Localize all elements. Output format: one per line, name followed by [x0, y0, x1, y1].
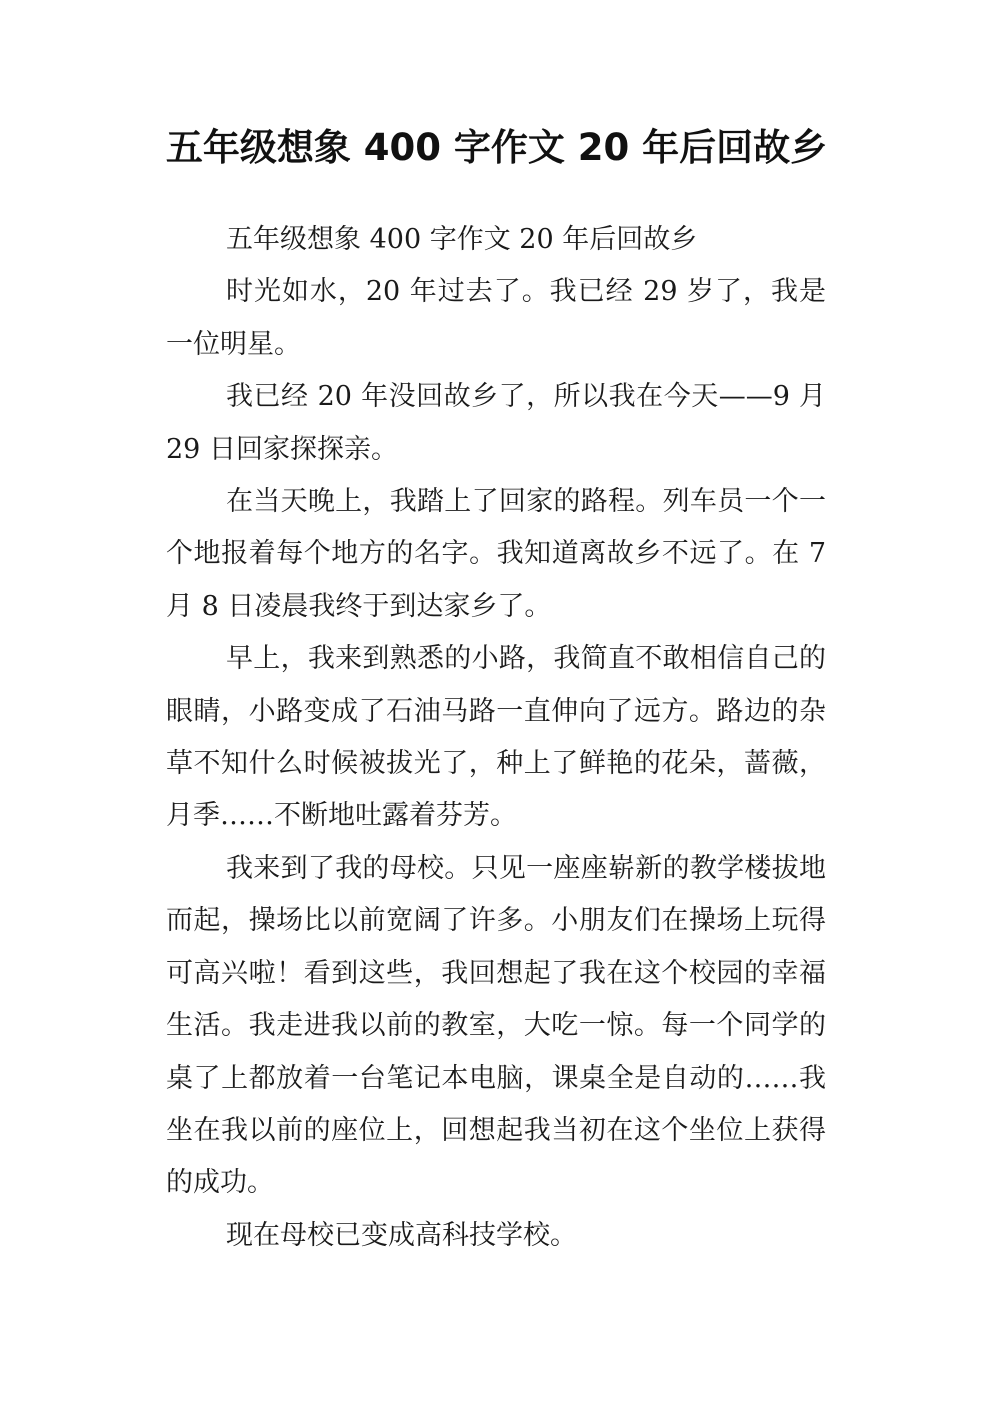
paragraph: 在当天晚上，我踏上了回家的路程。列车员一个一个地报着每个地方的名字。我知道离故乡不远了。在 7 月 8 日凌晨我终于到达家乡了。: [166, 486, 826, 622]
document-body: [166, 214, 826, 1262]
paragraph: 现在母校已变成高科技学校。: [226, 1219, 577, 1251]
paragraph: 我来到了我的母校。只见一座座崭新的教学楼拔地而起，操场比以前宽阔了许多。小朋友们在操场上玩得可高兴啦！看到这些，我回想起了我在这个校园的幸福生活。我走进我以前的教室，大吃一惊。每一个同学的桌了上都放着一台笔记本电脑，课桌全是自动的……我坐在我以前的座位上，回想起我当初在这个坐位上获得的成功。: [166, 852, 826, 1199]
paragraph: 时光如水，20 年过去了。我已经 29 岁了，我是一位明星。: [166, 276, 826, 360]
paragraph: 我已经 20 年没回故乡了，所以我在今天——9 月 29 日回家探探亲。: [166, 381, 826, 465]
paragraph-subtitle: 五年级想象 400 字作文 20 年后回故乡: [226, 224, 698, 255]
document-title: 五年级想象 400 字作文 20 年后回故乡: [165, 126, 828, 169]
paragraph: 早上，我来到熟悉的小路，我简直不敢相信自己的眼睛，小路变成了石油马路一直伸向了远方。路边的杂草不知什么时候被拔光了，种上了鲜艳的花朵，蔷薇，月季……不断地吐露着芬芳。: [166, 643, 826, 832]
